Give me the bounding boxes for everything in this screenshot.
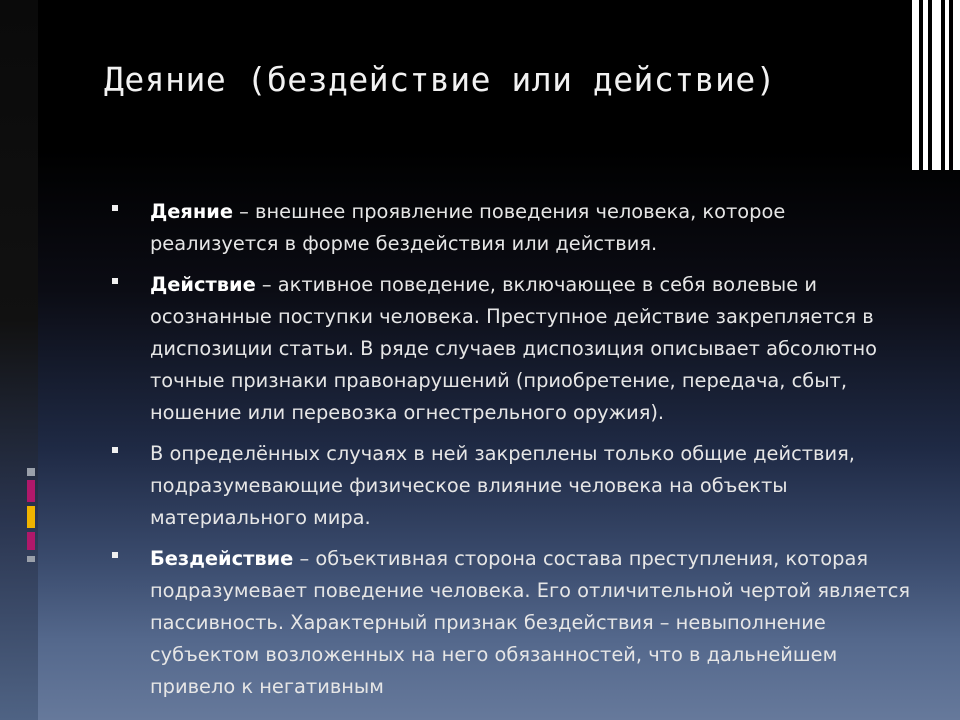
- list-item: [112, 438, 912, 534]
- bullet-text: – внешнее проявление поведения человека, которое реализуется в форме бездействия или действия.: [150, 200, 786, 255]
- bullet-square-icon: [112, 278, 118, 284]
- accent-bar-magenta: [27, 532, 35, 550]
- right-decorative-stripes: [912, 0, 960, 170]
- bullet-text: В определённых случаях в ней закреплены только общие действия, подразумевающие физическое влияние человека на объекты материального мира.: [150, 442, 855, 529]
- list-item: [112, 543, 912, 703]
- bullet-text: – активное поведение, включающее в себя волевые и осознанные поступки человека. Преступное действие закрепляется в диспозиции статьи. В ряде случаев диспозиция описывает абсолютно точные признаки правонарушений (приобретение, передача, сбыт, ношение или перевозка огнестрельного оружия).: [150, 273, 877, 424]
- accent-bar-grey: [27, 556, 35, 562]
- list-item: [112, 269, 912, 429]
- accent-bar-magenta: [27, 480, 35, 502]
- bullet-list: [112, 196, 912, 712]
- bullet-term: Деяние: [150, 200, 234, 223]
- bullet-term: Действие: [150, 273, 256, 296]
- bullet-text: – объективная сторона состава преступления, которая подразумевает поведение человека. Его отличительной чертой является пассивность. Характерный признак бездействия – невыполнение субъектом возложенных на него обязанностей, что в дальнейшем привело к негативным: [150, 547, 911, 698]
- slide-title: Деяние (бездействие или действие): [104, 60, 777, 99]
- accent-bar-grey: [27, 468, 35, 476]
- accent-bar-yellow: [27, 506, 35, 528]
- bullet-square-icon: [112, 205, 118, 211]
- bullet-term: Бездействие: [150, 547, 294, 570]
- list-item: [112, 196, 912, 260]
- bullet-square-icon: [112, 447, 118, 453]
- left-decorative-strip: [0, 0, 38, 720]
- bullet-square-icon: [112, 552, 118, 558]
